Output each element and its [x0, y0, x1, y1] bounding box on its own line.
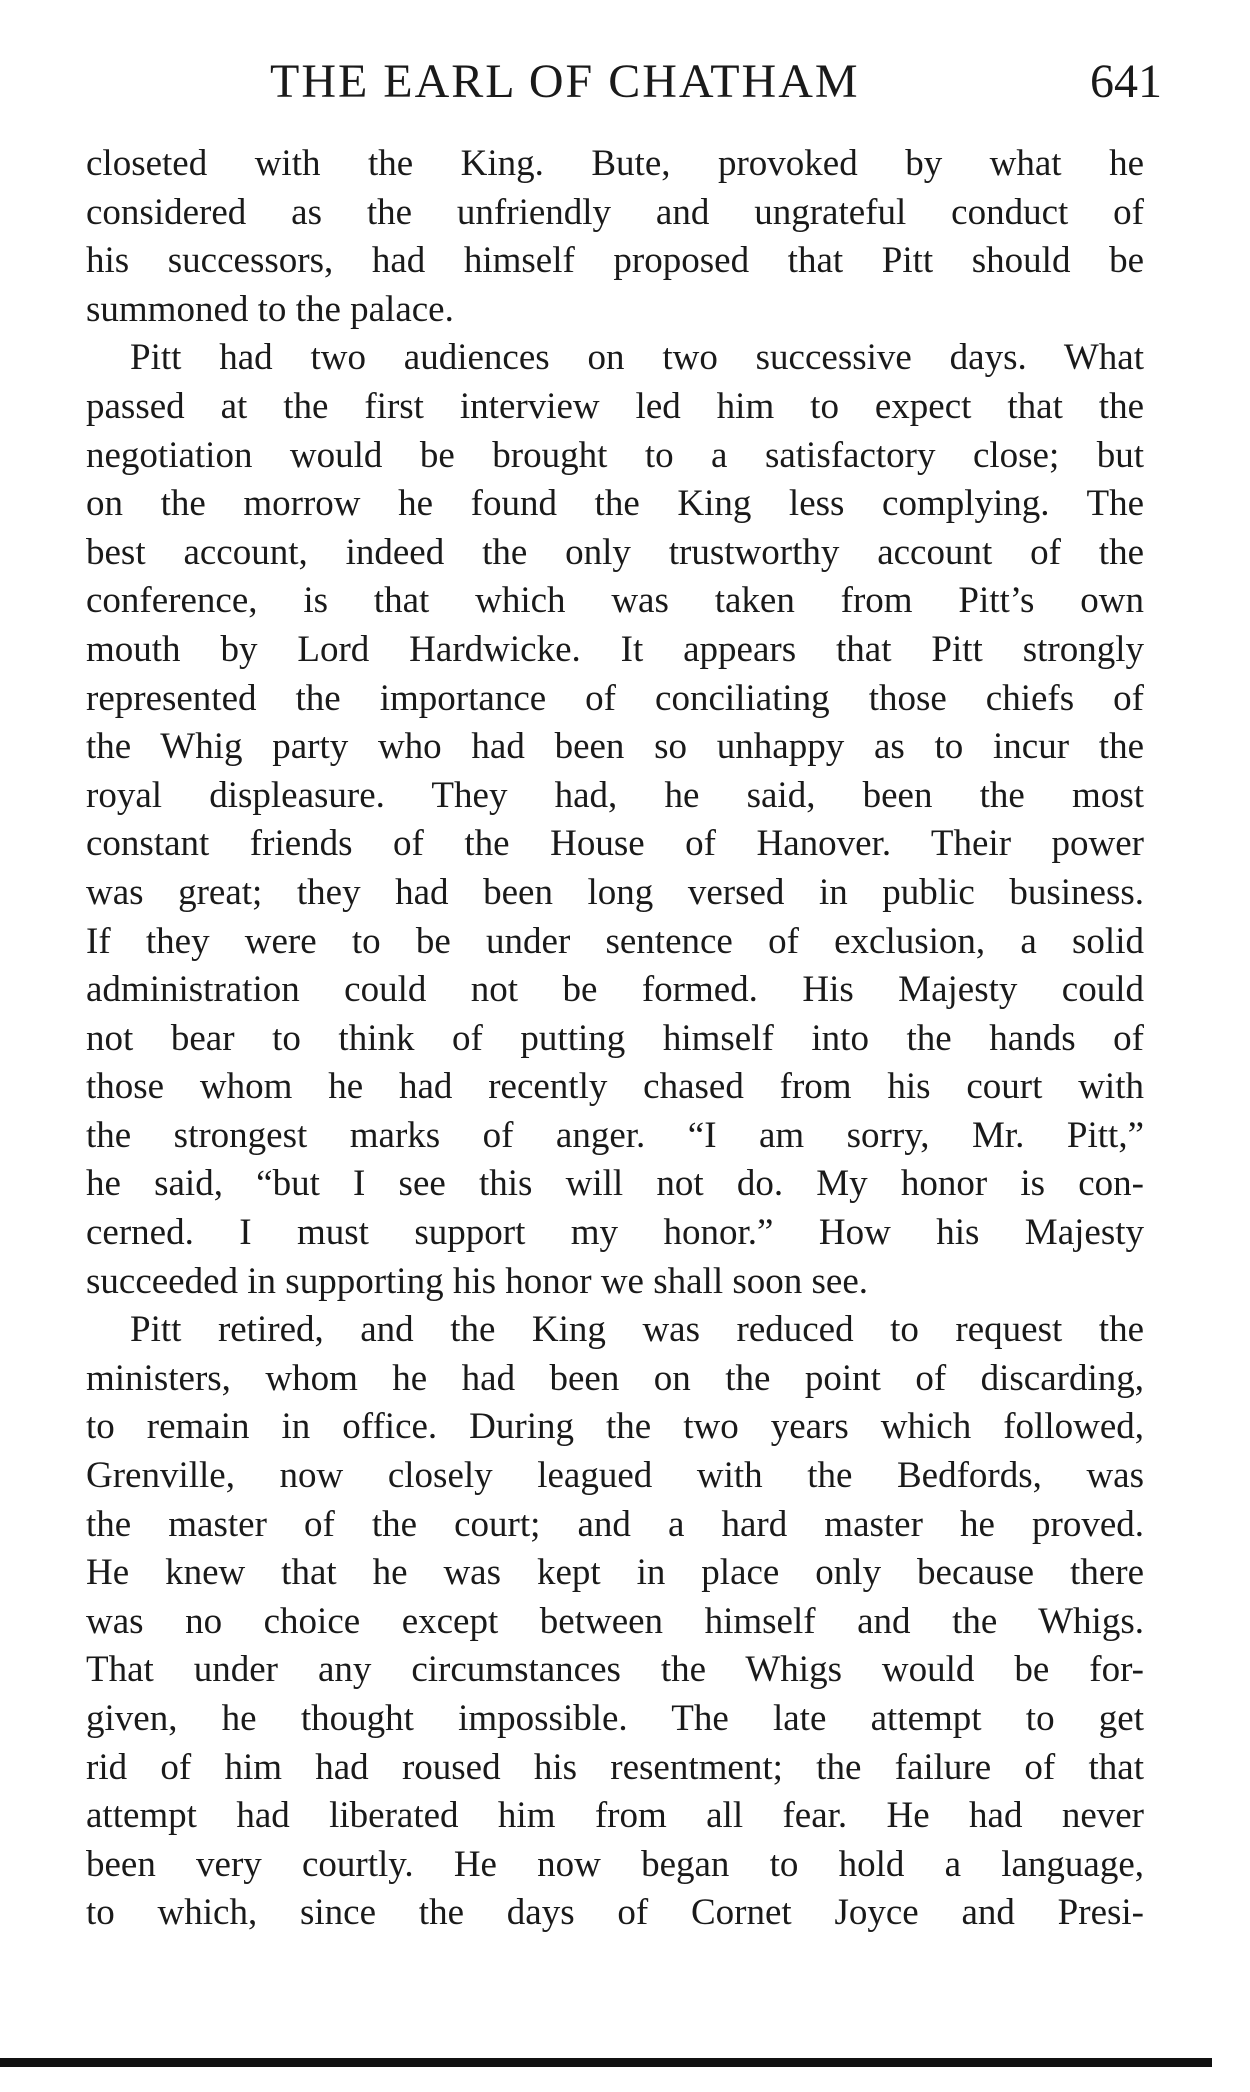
text-line: Grenville, now closely leagued with the Bedfords, was — [86, 1455, 1144, 1497]
page-number: 641 — [1090, 55, 1162, 108]
bottom-rule — [0, 2058, 1212, 2067]
text-line: given, he thought impossible. The late attempt to get — [86, 1698, 1144, 1739]
text-line: Pitt had two audiences on two successive days. What — [130, 337, 1144, 379]
text-line: negotiation would be brought to a satisfactory close; but — [86, 434, 1144, 476]
text-line: administration could not be formed. His Majesty could — [86, 969, 1144, 1011]
text-line: his successors, had himself proposed that Pitt should be — [86, 240, 1144, 282]
text-line: succeeded in supporting his honor we shall soon see. — [86, 1260, 868, 1302]
text-line: attempt had liberated him from all fear. He had never — [86, 1795, 1144, 1837]
running-head — [270, 52, 1162, 112]
text-line: on the morrow he found the King less complying. The — [86, 483, 1144, 525]
text-line: conference, is that which was taken from Pitt’s own — [86, 580, 1144, 622]
text-line: passed at the first interview led him to expect that the — [86, 385, 1144, 427]
text-line: summoned to the palace. — [86, 288, 454, 330]
text-line: Pitt retired, and the King was reduced to request the — [130, 1309, 1144, 1351]
text-line: not bear to think of putting himself into the hands of — [86, 1017, 1144, 1059]
text-line: represented the importance of conciliating those chiefs of — [86, 677, 1144, 719]
text-line: mouth by Lord Hardwicke. It appears that Pitt strongly — [86, 628, 1144, 670]
body-text — [86, 140, 1144, 1938]
text-line: constant friends of the House of Hanover. Their power — [86, 823, 1144, 865]
running-title: THE EARL OF CHATHAM — [270, 55, 860, 108]
text-line: cerned. I must support my honor.” How his Majesty — [86, 1212, 1144, 1254]
text-line: ministers, whom he had been on the point of discarding, — [86, 1357, 1144, 1399]
text-line: been very courtly. He now began to hold a language, — [86, 1843, 1144, 1885]
text-line: considered as the unfriendly and ungrateful conduct of — [86, 191, 1144, 233]
text-line: was great; they had been long versed in public business. — [86, 871, 1144, 913]
text-line: He knew that he was kept in place only because there — [86, 1552, 1144, 1594]
text-line: the Whig party who had been so unhappy as to incur the — [86, 726, 1144, 768]
text-line: the strongest marks of anger. “I am sorry, Mr. Pitt,” — [86, 1114, 1144, 1156]
text-line: closeted with the King. Bute, provoked by what he — [86, 143, 1144, 184]
text-line: rid of him had roused his resentment; the failure of that — [86, 1746, 1144, 1788]
text-line: best account, indeed the only trustworthy account of the — [86, 531, 1144, 573]
text-line: to remain in office. During the two years which followed, — [86, 1406, 1144, 1448]
text-line: royal displeasure. They had, he said, been the most — [86, 774, 1144, 816]
text-line: the master of the court; and a hard master he proved. — [86, 1503, 1144, 1545]
text-line: to which, since the days of Cornet Joyce and Presi- — [86, 1892, 1144, 1934]
text-line: If they were to be under sentence of exclusion, a solid — [86, 920, 1144, 962]
text-line: those whom he had recently chased from his court with — [86, 1066, 1144, 1108]
text-line: was no choice except between himself and the Whigs. — [86, 1600, 1144, 1642]
text-line: That under any circumstances the Whigs would be for- — [86, 1649, 1144, 1691]
text-line: he said, “but I see this will not do. My honor is con- — [86, 1163, 1144, 1205]
